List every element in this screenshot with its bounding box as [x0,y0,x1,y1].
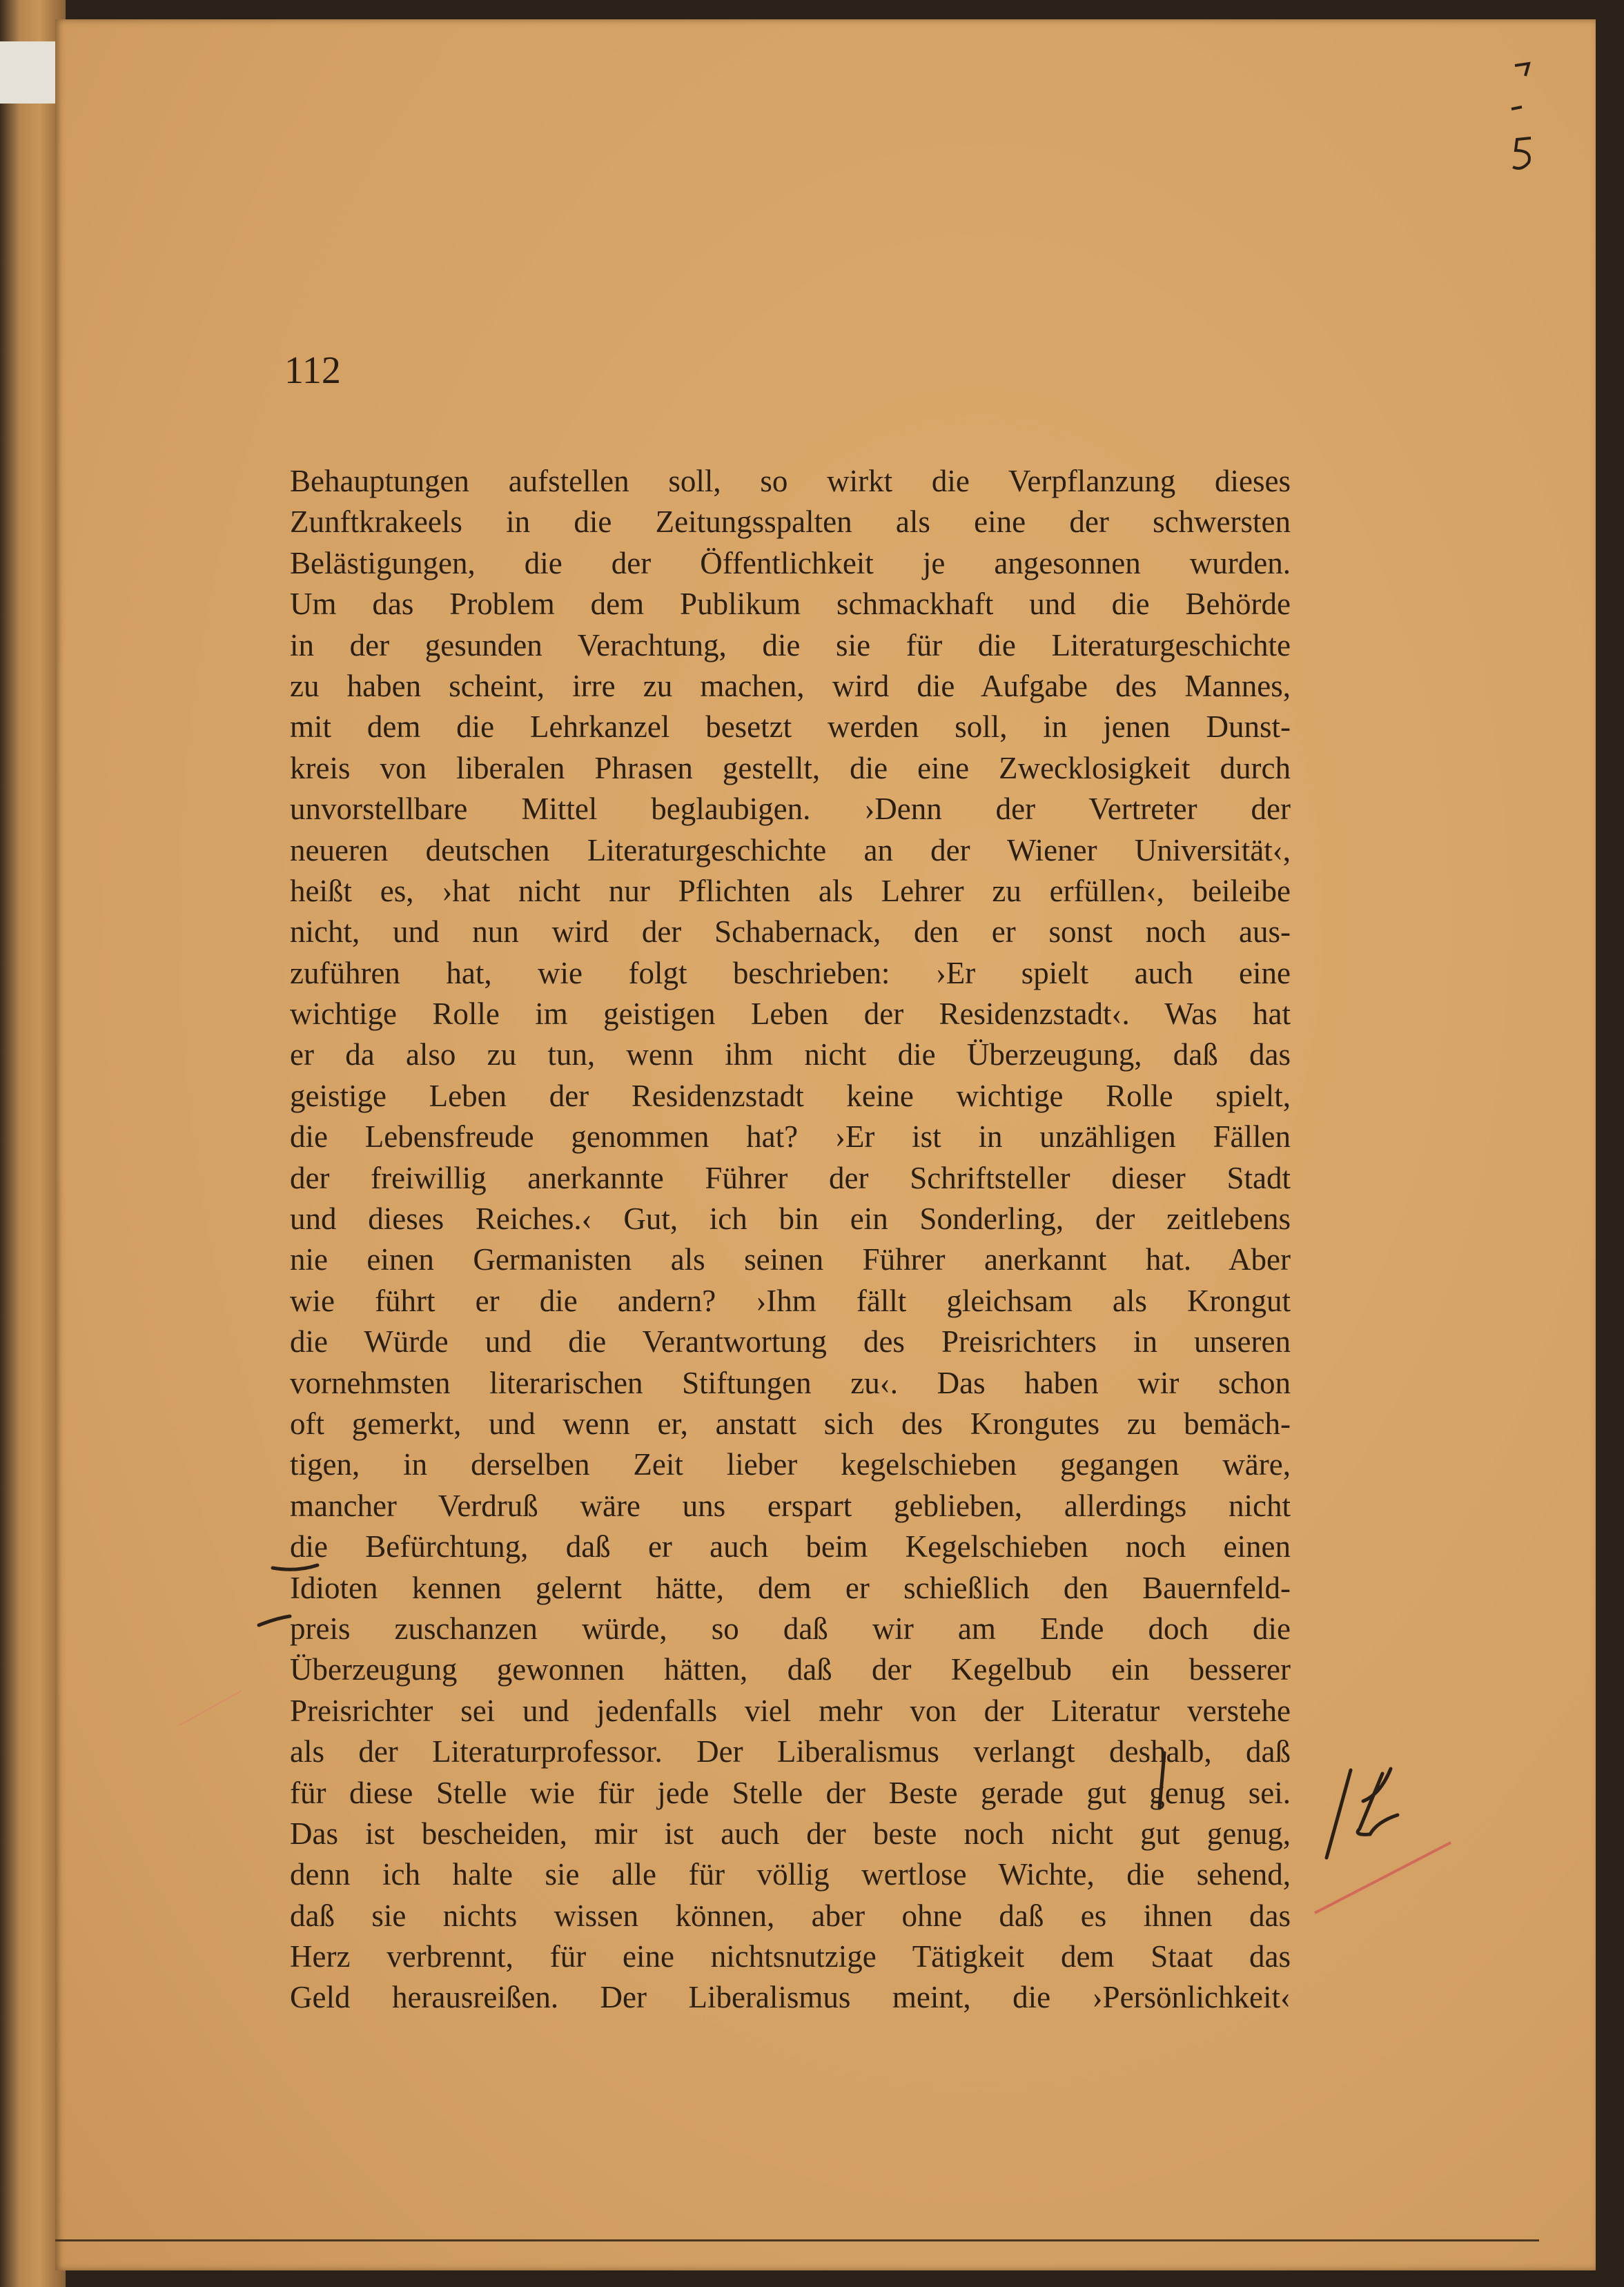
text-line: die Lebensfreude genommen hat? ›Er ist in unzähligen Fällen [290,1119,1291,1155]
text-line: und dieses Reiches.‹ Gut, ich bin ein Sonderling, der zeitlebens [290,1201,1291,1237]
text-line: unvorstellbare Mittel beglaubigen. ›Denn der Vertreter der [290,792,1291,827]
text-line: Überzeugung gewonnen hätten, daß der Kegelbub ein besserer [290,1652,1291,1687]
text-line: die Befürchtung, daß er auch beim Kegelschieben noch einen [290,1529,1291,1564]
text-line: Zunftkrakeels in die Zeitungsspalten als eine der schwersten [290,504,1291,540]
text-line: oft gemerkt, und wenn er, anstatt sich des Krongutes zu bemäch- [290,1406,1291,1441]
text-line: tigen, in derselben Zeit lieber kegelschieben gegangen wäre, [290,1447,1291,1482]
text-line: mancher Verdruß wäre uns erspart geblieben, allerdings nicht [290,1488,1291,1523]
text-line: zuführen hat, wie folgt beschrieben: ›Er spielt auch eine [290,955,1291,990]
text-line: Um das Problem dem Publikum schmackhaft und die Behörde [290,587,1291,622]
text-line: Herz verbrennt, für eine nichtsnutzige Tätigkeit dem Staat das [290,1939,1291,1974]
text-line: der freiwillig anerkannte Führer der Schriftsteller dieser Stadt [290,1160,1291,1195]
text-line: die Würde und die Verantwortung des Preisrichters in unseren [290,1324,1291,1360]
red-pencil-line-left [179,1691,242,1725]
text-line: nie einen Germanisten als seinen Führer anerkannt hat. Aber [290,1242,1291,1277]
text-line: denn ich halte sie alle für völlig wertlose Wichte, die sehend, [290,1857,1291,1892]
page-number: 112 [284,349,341,392]
text-line: daß sie nichts wissen können, aber ohne daß es ihnen das [290,1898,1291,1933]
text-line: er da also zu tun, wenn ihm nicht die Überzeugung, daß das [290,1037,1291,1072]
text-line: in der gesunden Verachtung, die sie für die Literaturgeschichte [290,627,1291,662]
text-line: neueren deutschen Literaturgeschichte an der Wiener Universität‹, [290,832,1291,867]
red-pencil-line [1315,1843,1451,1913]
text-line: geistige Leben der Residenzstadt keine wichtige Rolle spielt, [290,1078,1291,1113]
text-line: wichtige Rolle im geistigen Leben der Residenzstadt‹. Was hat [290,997,1291,1032]
text-line: wie führt er die andern? ›Ihm fällt gleichsam als Krongut [290,1283,1291,1318]
text-line: preis zuschanzen würde, so daß wir am Ende doch die [290,1611,1291,1646]
pen-bracket-marks [259,1565,1164,1808]
text-line: für diese Stelle wie für jede Stelle der Beste gerade gut genug sei. [290,1775,1291,1810]
text-line: Behauptungen aufstellen soll, so wirkt die Verpflanzung dieses [290,464,1291,498]
text-line: Belästigungen, die der Öffentlichkeit je angesonnen wurden. [290,545,1291,580]
text-line: zu haben scheint, irre zu machen, wird die Aufgabe des Mannes, [290,668,1291,703]
text-line: Das ist bescheiden, mir ist auch der beste noch nicht gut genug, [290,1816,1291,1851]
text-line: als der Literaturprofessor. Der Liberalismus verlangt deshalb, daß [290,1734,1291,1769]
handwritten-page-mark-5 [1512,63,1531,168]
text-line: nicht, und nun wird der Schabernack, den er sonst noch aus- [290,914,1291,950]
text-line: Idioten kennen gelernt hätte, dem er schießlich den Bauernfeld- [290,1570,1291,1605]
text-line: vornehmsten literarischen Stiftungen zu‹. Das haben wir schon [290,1365,1291,1400]
text-line: kreis von liberalen Phrasen gestellt, die eine Zwecklosigkeit durch [290,750,1291,785]
text-line: Preisrichter sei und jedenfalls viel mehr von der Literatur verstehe [290,1693,1291,1728]
text-line: Geld herausreißen. Der Liberalismus meint, die ›Persönlichkeit‹ [290,1980,1291,2015]
text-line: heißt es, ›hat nicht nur Pflichten als Lehrer zu erfüllen‹, beileibe [290,873,1291,908]
handwritten-margin-note-1b [1327,1769,1398,1858]
text-line: mit dem die Lehrkanzel besetzt werden soll, in jenen Dunst- [290,709,1291,745]
